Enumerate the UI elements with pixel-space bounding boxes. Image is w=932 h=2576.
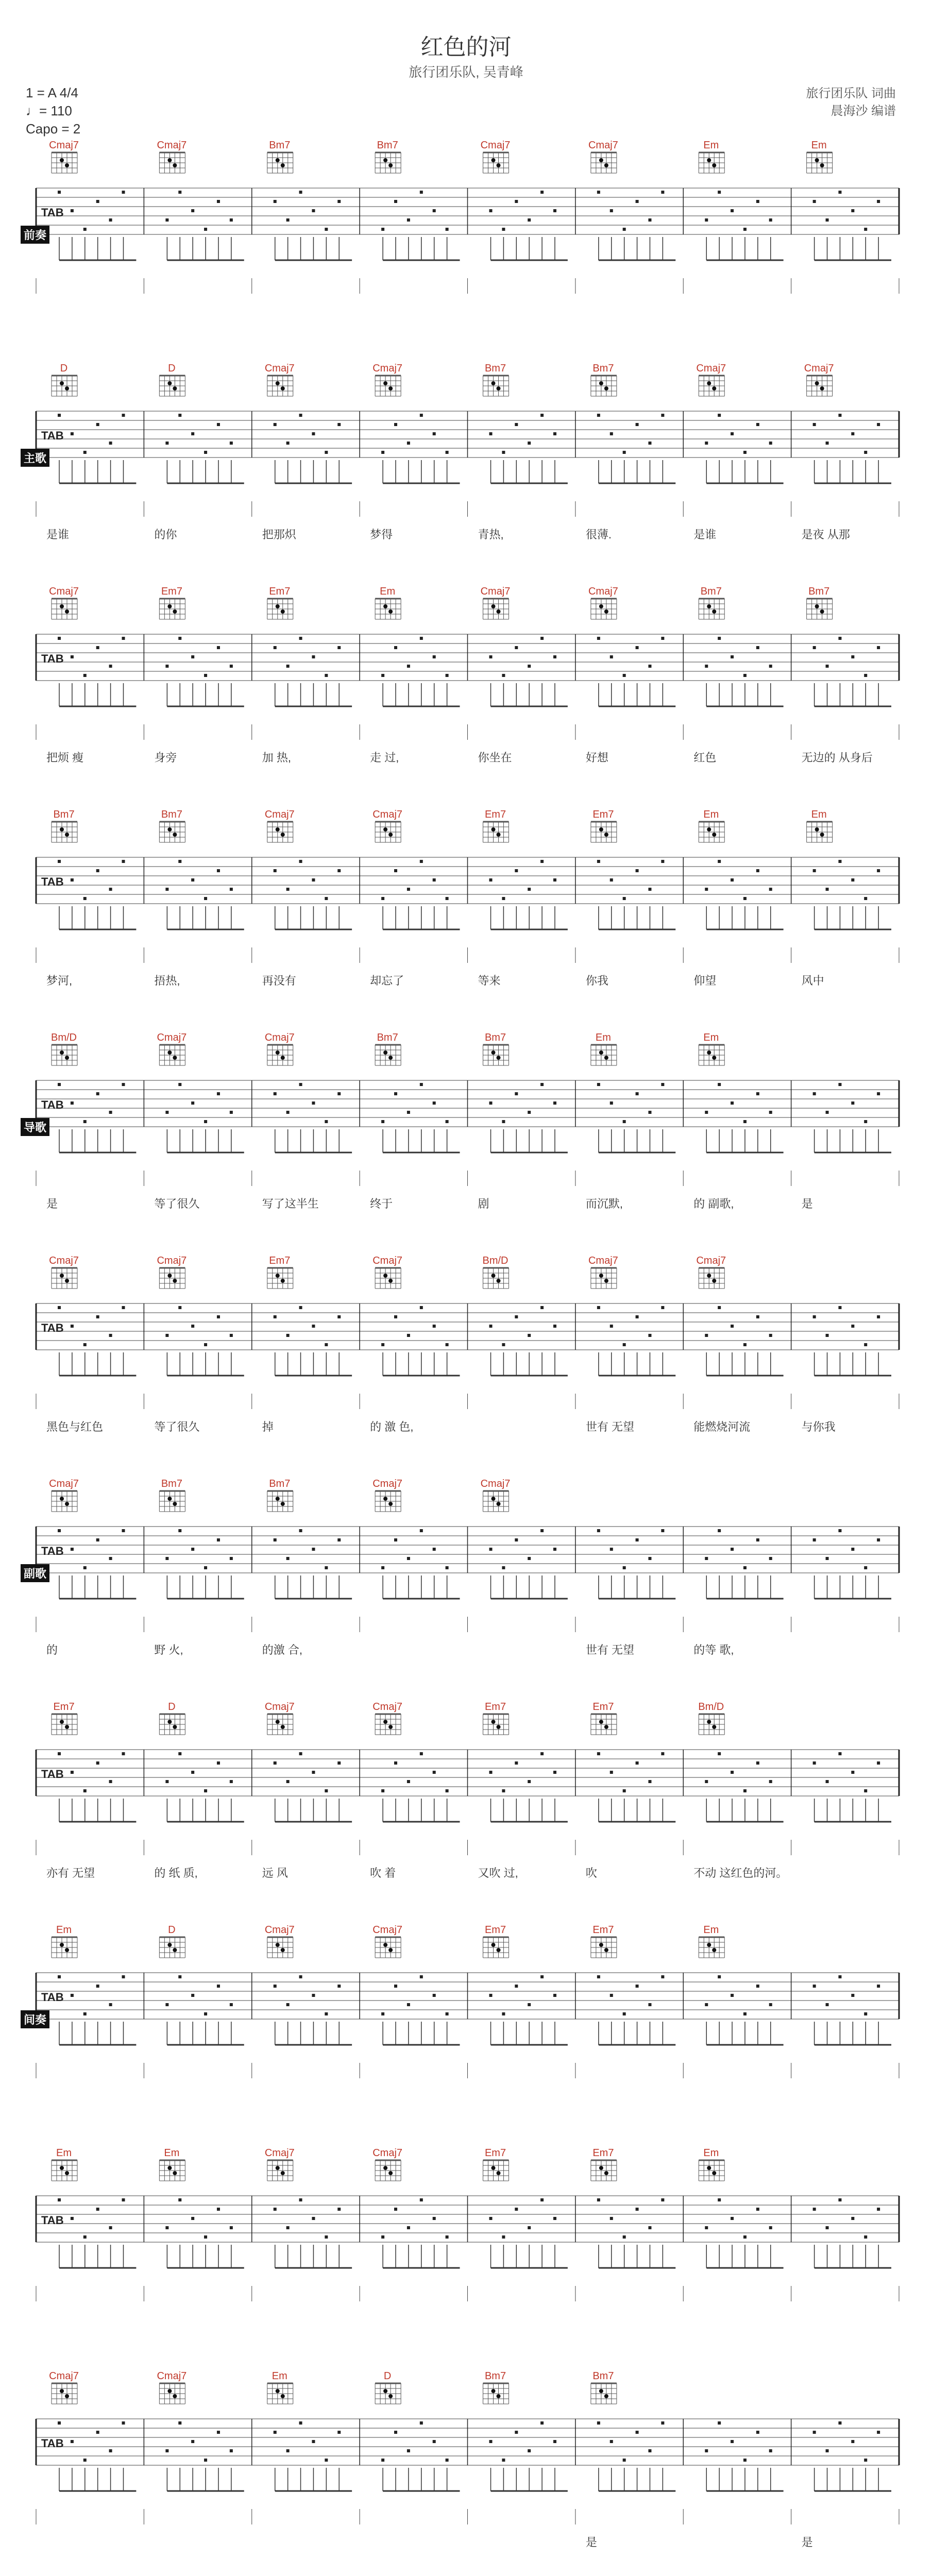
tab-system: [0, 585, 932, 807]
chord-diagram: [267, 1255, 293, 1289]
chord-name: Em: [56, 1924, 72, 1936]
chord-diagram: [807, 140, 833, 173]
chord-diagram: [483, 809, 509, 842]
chord-diagram: [267, 586, 293, 619]
chord-diagram: [698, 1701, 724, 1735]
chord-name: Cmaj7: [264, 1032, 295, 1043]
chord-name: Em7: [269, 586, 291, 597]
song-title: 红色的河: [420, 35, 512, 60]
chord-diagram: [483, 1032, 509, 1065]
chord-diagram: [157, 1032, 187, 1065]
chord-name: Cmaj7: [49, 586, 79, 597]
chord-diagram: [375, 586, 401, 619]
chord-name: Em7: [484, 2147, 506, 2159]
chord-name: Cmaj7: [372, 809, 403, 820]
chord-diagram: [807, 586, 833, 619]
chord-name: D: [168, 363, 176, 374]
lyric-text: 无边的 从身后: [801, 751, 873, 764]
lyric-text: 加 热,: [262, 751, 291, 764]
lyric-text: 身旁: [154, 751, 177, 764]
chord-diagram: [52, 363, 77, 396]
chord-diagram: [483, 1924, 509, 1958]
chord-diagram: [159, 1924, 185, 1958]
chord-diagram: [375, 1032, 401, 1065]
chord-name: Cmaj7: [49, 140, 79, 151]
lyric-text: 的激 合,: [262, 1643, 302, 1656]
svg-text:TAB: TAB: [41, 206, 64, 219]
tab-staff: [0, 139, 932, 361]
chord-name: Cmaj7: [696, 1255, 726, 1266]
chord-diagram: [159, 1478, 185, 1512]
chord-diagram: [481, 140, 511, 173]
chord-diagram: [157, 2370, 187, 2404]
chord-name: Bm7: [53, 809, 75, 820]
chord-name: Cmaj7: [372, 363, 403, 374]
chord-name: Em7: [484, 1924, 506, 1936]
lyric-text: 你我: [585, 974, 608, 987]
lyric-text: 是: [801, 2536, 813, 2549]
tab-system: [0, 1031, 932, 1253]
chord-name: Bm7: [808, 586, 830, 597]
lyric-text: 黑色与红色: [46, 1420, 104, 1433]
lyric-text: 很薄.: [585, 528, 612, 541]
lyric-text: 却忘了: [370, 974, 404, 987]
chord-name: D: [383, 2370, 392, 2382]
tab-system: [0, 1478, 932, 1699]
lyric-text: 风中: [801, 974, 824, 987]
chord-name: Em: [164, 2147, 180, 2159]
chord-name: Cmaj7: [49, 2370, 79, 2382]
chord-name: Em: [380, 586, 396, 597]
lyric-text: 远 风: [262, 1867, 288, 1879]
lyric-text: 捂热,: [154, 974, 180, 987]
chord-diagram: [265, 1032, 295, 1065]
chord-diagram: [49, 1255, 79, 1289]
chord-name: Em: [703, 1032, 719, 1043]
tab-staff: [0, 1031, 932, 1253]
chord-diagram: [159, 363, 185, 396]
chord-diagram: [588, 586, 618, 619]
lyric-text: 的等 歌,: [693, 1643, 734, 1656]
chord-diagram: [699, 1032, 724, 1065]
lyric-text: 吹 着: [370, 1867, 396, 1879]
lyric-text: 终于: [370, 1197, 393, 1210]
tab-system: [0, 362, 932, 584]
chord-name: Em: [595, 1032, 611, 1043]
tab-staff: [0, 1924, 932, 2145]
svg-text:TAB: TAB: [41, 652, 64, 665]
chord-name: Em: [272, 2370, 287, 2382]
lyric-text: 吹: [585, 1867, 597, 1879]
chord-name: Bm/D: [698, 1701, 724, 1713]
lyric-text: 不动 这红色的河。: [693, 1867, 788, 1879]
lyric-text: 是夜 从那: [801, 528, 850, 541]
section-marker: 前奏: [21, 226, 49, 244]
lyric-text: 仰望: [693, 974, 717, 987]
chord-diagram: [372, 1701, 402, 1735]
lyric-text: 掉: [262, 1420, 274, 1433]
lyric-text: 把那炽: [262, 528, 296, 541]
chord-diagram: [52, 2147, 77, 2181]
chord-diagram: [265, 2147, 295, 2181]
tab-staff: [0, 362, 932, 584]
chord-name: Cmaj7: [49, 1255, 79, 1266]
lyric-text: 野 火,: [154, 1643, 183, 1656]
chord-diagram: [265, 1924, 295, 1958]
chord-diagram: [699, 586, 724, 619]
chord-name: Em: [703, 809, 719, 820]
chord-diagram: [372, 1255, 402, 1289]
chord-diagram: [696, 363, 726, 396]
chord-name: Em: [703, 1924, 719, 1936]
chord-diagram: [267, 1478, 293, 1512]
chord-name: Em: [703, 2147, 719, 2159]
tab-system: [0, 808, 932, 1030]
lyric-text: 是: [46, 1197, 58, 1210]
chord-name: Em7: [161, 586, 182, 597]
chord-name: Cmaj7: [157, 1032, 187, 1043]
tab-staff: [0, 808, 932, 1030]
svg-text:TAB: TAB: [41, 1098, 64, 1111]
chord-diagram: [375, 2370, 401, 2404]
section-marker: 导歌: [21, 1118, 49, 1136]
chord-name: Bm7: [700, 586, 722, 597]
chord-name: Bm7: [484, 1032, 506, 1043]
chord-diagram: [372, 363, 402, 396]
chord-name: Cmaj7: [372, 2147, 403, 2159]
lyric-text: 能燃烧河流: [693, 1420, 751, 1433]
chord-diagram: [483, 1255, 509, 1289]
chord-diagram: [372, 2147, 402, 2181]
tab-staff: [0, 1478, 932, 1699]
chord-diagram: [481, 586, 511, 619]
chord-diagram: [699, 2147, 724, 2181]
lyric-text: 的: [46, 1643, 58, 1656]
chord-name: Em: [811, 140, 827, 151]
chord-name: Bm7: [269, 1478, 291, 1489]
tab-staff: [0, 2370, 932, 2576]
lyric-text: 世有 无望: [585, 1420, 634, 1433]
chord-diagram: [52, 809, 77, 842]
lyric-text: 再没有: [262, 974, 296, 987]
lyric-text: 青热,: [478, 528, 504, 541]
chord-name: Cmaj7: [372, 1701, 403, 1713]
tempo: ♩= 110: [26, 103, 72, 118]
chord-name: Bm7: [161, 809, 182, 820]
lyric-text: 你坐在: [478, 751, 512, 764]
tab-staff: [0, 1255, 932, 1476]
chord-name: D: [168, 1701, 176, 1713]
chord-diagram: [483, 1701, 509, 1735]
lyric-text: 剧: [478, 1197, 489, 1210]
chord-name: Em7: [592, 1924, 614, 1936]
tab-staff: [0, 1701, 932, 1922]
svg-text:TAB: TAB: [41, 875, 64, 888]
chord-name: Cmaj7: [480, 140, 511, 151]
chord-name: Cmaj7: [264, 1924, 295, 1936]
chord-name: Bm7: [592, 363, 614, 374]
lyric-text: 与你我: [801, 1420, 836, 1433]
svg-text:TAB: TAB: [41, 2437, 64, 2450]
svg-text:TAB: TAB: [41, 1321, 64, 1334]
chord-diagram: [372, 1478, 402, 1512]
chord-diagram: [265, 1701, 295, 1735]
chord-diagram: [591, 363, 617, 396]
chord-diagram: [49, 140, 79, 173]
chord-diagram: [52, 1701, 77, 1735]
song-artists: 旅行团乐队, 吴青峰: [409, 64, 523, 80]
lyric-text: 世有 无望: [585, 1643, 634, 1656]
lyric-text: 梦得: [370, 528, 393, 541]
chord-name: Em: [56, 2147, 72, 2159]
tab-system: [0, 1924, 932, 2145]
chord-name: Cmaj7: [264, 363, 295, 374]
chord-name: Em7: [592, 809, 614, 820]
chord-diagram: [699, 140, 724, 173]
chord-diagram: [49, 2370, 79, 2404]
chord-name: Bm7: [269, 140, 291, 151]
chord-name: Cmaj7: [372, 1924, 403, 1936]
chord-diagram: [591, 2370, 617, 2404]
svg-text:TAB: TAB: [41, 1768, 64, 1781]
chord-name: Cmaj7: [49, 1478, 79, 1489]
chord-name: Cmaj7: [264, 2147, 295, 2159]
credit-arranger: 晨海沙 编谱: [831, 104, 896, 118]
chord-name: Em7: [592, 2147, 614, 2159]
chord-diagram: [591, 1032, 617, 1065]
chord-diagram: [157, 140, 187, 173]
tab-system: [0, 1255, 932, 1476]
chord-diagram: [483, 363, 509, 396]
chord-diagram: [372, 809, 402, 842]
chord-diagram: [51, 1032, 77, 1065]
chord-diagram: [591, 2147, 617, 2181]
tab-system: [0, 1701, 932, 1922]
chord-diagram: [159, 1701, 185, 1735]
chord-diagram: [804, 363, 834, 396]
chord-name: Em7: [269, 1255, 291, 1266]
chord-name: D: [60, 363, 68, 374]
chord-diagram: [267, 140, 293, 173]
chord-diagram: [265, 809, 295, 842]
lyric-text: 是: [801, 1197, 813, 1210]
chord-diagram: [49, 1478, 79, 1512]
chord-name: Cmaj7: [804, 363, 834, 374]
chord-name: Cmaj7: [157, 140, 187, 151]
chord-name: Em7: [53, 1701, 75, 1713]
chord-name: Bm7: [484, 363, 506, 374]
chord-name: Bm7: [161, 1478, 182, 1489]
svg-text:TAB: TAB: [41, 1545, 64, 1557]
lyric-text: 把烦 瘦: [46, 751, 84, 764]
chord-name: Em7: [484, 1701, 506, 1713]
lyric-text: 的你: [154, 528, 177, 541]
chord-diagram: [588, 1255, 618, 1289]
chord-name: Bm7: [377, 140, 398, 151]
lyric-text: 写了这半生: [262, 1197, 319, 1210]
lyric-text: 又吹 过,: [478, 1867, 518, 1879]
lyric-text: 是谁: [46, 528, 70, 541]
tab-system: [0, 139, 932, 361]
chord-diagram: [483, 2370, 509, 2404]
lyric-text: 好想: [585, 751, 608, 764]
chord-diagram: [699, 809, 724, 842]
lyric-text: 等了很久: [154, 1420, 200, 1433]
chord-diagram: [699, 1924, 724, 1958]
chord-name: Cmaj7: [696, 363, 726, 374]
svg-text:TAB: TAB: [41, 1991, 64, 2004]
chord-diagram: [159, 2147, 185, 2181]
tab-staff: [0, 2147, 932, 2368]
capo: Capo = 2: [26, 121, 81, 137]
credit-lyrics: 旅行团乐队 词曲: [806, 87, 896, 100]
chord-name: Cmaj7: [157, 2370, 187, 2382]
lyric-text: 的 副歌,: [693, 1197, 734, 1210]
chord-diagram: [591, 1924, 617, 1958]
chord-name: Cmaj7: [588, 140, 618, 151]
chord-name: Cmaj7: [588, 586, 618, 597]
chord-name: Bm/D: [482, 1255, 509, 1266]
chord-name: D: [168, 1924, 176, 1936]
chord-diagram: [49, 586, 79, 619]
chord-name: Bm7: [484, 2370, 506, 2382]
tab-system: [0, 2147, 932, 2368]
chord-name: Cmaj7: [588, 1255, 618, 1266]
chord-name: Em7: [592, 1701, 614, 1713]
chord-name: Bm/D: [51, 1032, 77, 1043]
chord-diagram: [372, 1924, 402, 1958]
lyric-text: 等了很久: [154, 1197, 200, 1210]
lyric-text: 梦河,: [46, 974, 73, 987]
chord-diagram: [481, 1478, 511, 1512]
chord-diagram: [159, 586, 185, 619]
tab-system: [0, 2370, 932, 2576]
key-signature: 1 = A 4/4: [26, 85, 78, 100]
chord-diagram: [807, 809, 833, 842]
section-marker: 间奏: [21, 2010, 49, 2028]
chord-diagram: [588, 140, 618, 173]
chord-name: Cmaj7: [480, 1478, 511, 1489]
chord-diagram: [52, 1924, 77, 1958]
lyric-text: 亦有 无望: [46, 1867, 95, 1879]
chord-diagram: [159, 809, 185, 842]
chord-diagram: [267, 2370, 293, 2404]
chord-name: Em: [811, 809, 827, 820]
lyric-text: 是谁: [693, 528, 717, 541]
chord-name: Cmaj7: [480, 586, 511, 597]
chord-diagram: [696, 1255, 726, 1289]
chord-diagram: [483, 2147, 509, 2181]
chord-name: Cmaj7: [157, 1255, 187, 1266]
tab-staff: [0, 585, 932, 807]
credits: [806, 85, 896, 120]
lyric-text: 的 纸 质,: [154, 1867, 198, 1879]
chord-diagram: [265, 363, 295, 396]
chord-diagram: [591, 809, 617, 842]
lyric-text: 是: [585, 2536, 597, 2549]
lyric-text: 等来: [478, 974, 501, 987]
chord-name: Bm7: [377, 1032, 398, 1043]
lyric-text: 而沉默,: [585, 1197, 623, 1210]
lyric-text: 红色: [693, 751, 717, 764]
chord-name: Cmaj7: [264, 1701, 295, 1713]
chord-name: Cmaj7: [372, 1478, 403, 1489]
section-marker: 副歌: [21, 1564, 49, 1582]
lyric-text: 走 过,: [370, 751, 399, 764]
section-marker: 主歌: [21, 449, 49, 467]
chord-name: Em: [703, 140, 719, 151]
svg-text:TAB: TAB: [41, 2214, 64, 2227]
chord-diagram: [157, 1255, 187, 1289]
lyric-text: 的 激 色,: [370, 1420, 414, 1433]
chord-name: Cmaj7: [372, 1255, 403, 1266]
chord-name: Em7: [484, 809, 506, 820]
chord-name: Cmaj7: [264, 809, 295, 820]
chord-name: Bm7: [592, 2370, 614, 2382]
chord-diagram: [591, 1701, 617, 1735]
svg-text:TAB: TAB: [41, 429, 64, 442]
chord-diagram: [375, 140, 401, 173]
